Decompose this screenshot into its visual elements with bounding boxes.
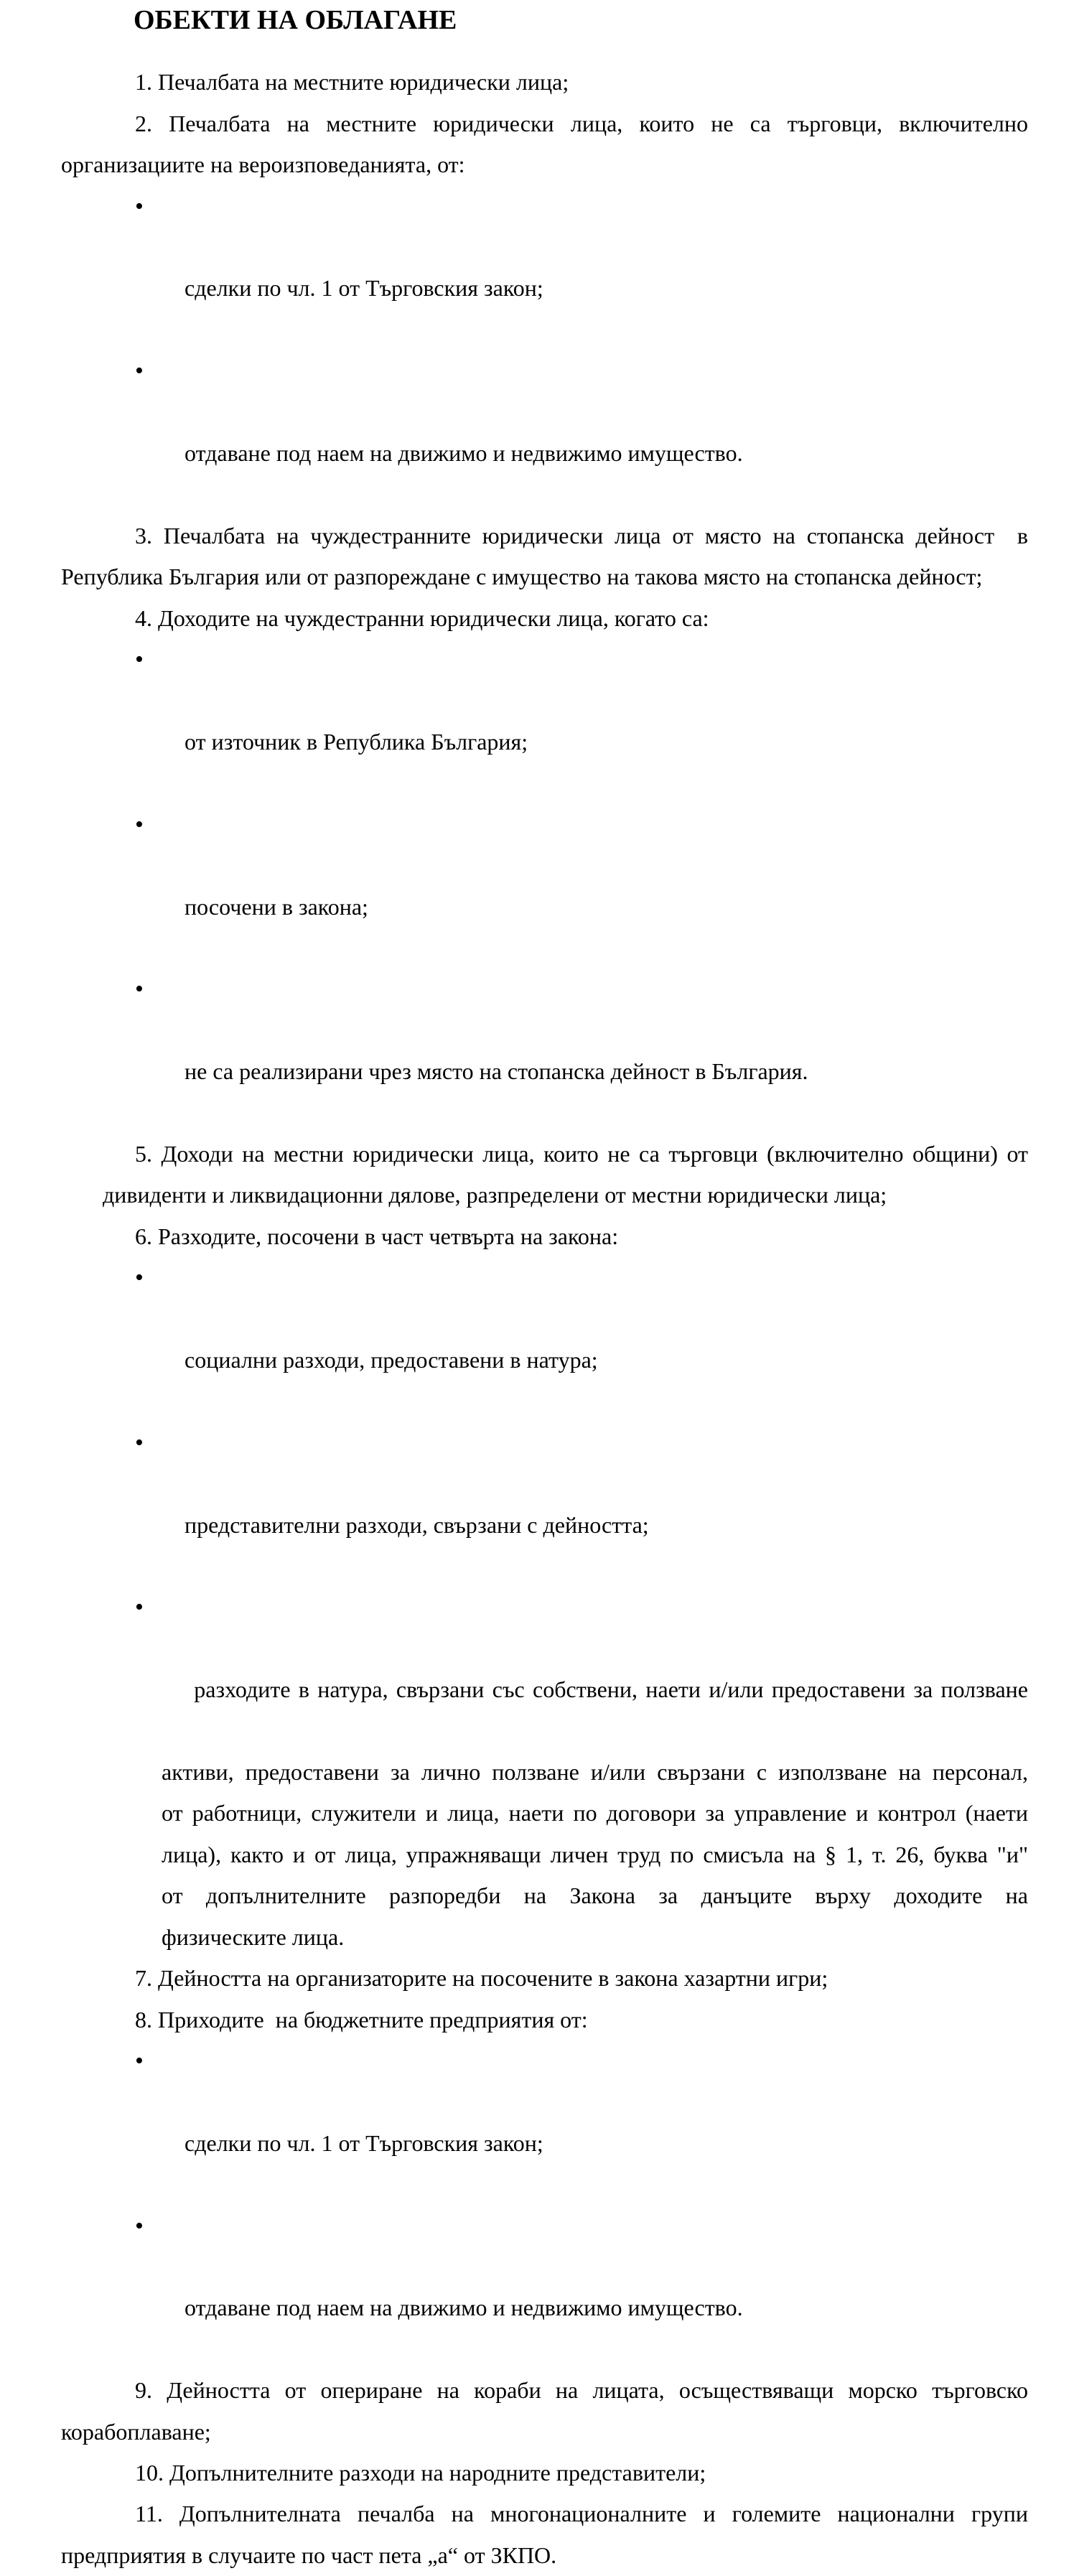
list-item-9-line-2: корабоплаване; — [61, 2418, 211, 2445]
list-item-11-line-1: 11. Допълнителната печалба на многонационалните и големите национални групи — [135, 2501, 1028, 2527]
bullet-item-text: сделки по чл. 1 от Търговския закон; — [185, 2129, 543, 2156]
bullet-item-text: социални разходи, предоставени в натура; — [185, 1347, 598, 1373]
bullet-icon: • — [135, 1594, 144, 1621]
bullet-item — [61, 969, 1028, 1134]
list-item-3-line-2: Република България или от разпореждане с имущество на такова място на стопанска дейност; — [61, 564, 983, 590]
bullet-item-continuation: от работници, служители и лица, наети по договори за управление и контрол (наети — [162, 1800, 1028, 1826]
list-item-8: 8. Приходите на бюджетните предприятия от: — [135, 2006, 588, 2033]
bullet-item — [61, 639, 1028, 804]
list-item-4: 4. Доходите на чуждестранни юридически лица, когато са: — [135, 605, 709, 631]
list-item-11-line-2: предприятия в случаите по част пета „а“ от ЗКПО. — [61, 2542, 557, 2568]
bullet-item-continuation: лица), както и от лица, упражняващи личен труд по смисъла на § 1, т. 26, буква "и" — [162, 1841, 1028, 1867]
bullet-item-text: не са реализирани чрез място на стопанска дейност в България. — [185, 1058, 808, 1085]
list-item-9-line-1: 9. Дейността от опериране на кораби на лицата, осъществяващи морско търговско — [135, 2377, 1028, 2404]
bullet-icon: • — [135, 811, 144, 838]
list-item-7: 7. Дейността на организаторите на посочените в закона хазартни игри; — [135, 1965, 828, 1992]
list-item-1: 1. Печалбата на местните юридически лица; — [135, 69, 569, 95]
list-item-10: 10. Допълнителните разходи на народните представители; — [135, 2459, 706, 2486]
bullet-item-text: сделки по чл. 1 от Търговския закон; — [185, 275, 543, 302]
bullet-icon: • — [135, 2047, 144, 2074]
bullet-icon: • — [135, 2212, 144, 2239]
bullet-icon: • — [135, 646, 144, 673]
bullet-item — [61, 804, 1028, 969]
bullet-item — [61, 1257, 1028, 1422]
bullet-item-text: отдаване под наем на движимо и недвижимо имущество. — [185, 2295, 743, 2321]
bullet-item-text: от източник в Република България; — [185, 728, 528, 755]
bullet-item-text: отдаване под наем на движимо и недвижимо имущество. — [185, 440, 743, 467]
bullet-item-continuation: физическите лица. — [162, 1923, 345, 1950]
bullet-item — [61, 2040, 1028, 2206]
list-item-5-line-2: дивиденти и ликвидационни дялове, разпределени от местни юридически лица; — [103, 1182, 887, 1208]
bullet-item — [61, 1587, 1028, 1752]
list-item-5-line-1: 5. Доходи на местни юридически лица, които не са търговци (включително общини) от — [135, 1140, 1028, 1167]
list-item-6: 6. Разходите, посочени в част четвърта на закона: — [135, 1223, 619, 1249]
bullet-icon: • — [135, 1264, 144, 1292]
bullet-icon: • — [135, 976, 144, 1003]
bullet-item — [61, 1422, 1028, 1587]
bullet-item-continuation: от допълнителните разпоредби на Закона за данъците върху доходите на — [162, 1882, 1028, 1909]
list-item-3-line-1: 3. Печалбата на чуждестранните юридически лица от място на стопанска дейност в — [135, 522, 1028, 549]
bullet-item — [61, 350, 1028, 515]
bullet-item-continuation: активи, предоставени за лично ползване и/или свързани с използване на персонал, — [162, 1759, 1028, 1786]
bullet-icon: • — [135, 1429, 144, 1456]
bullet-item-text: разходите в натура, свързани със собствени, наети и/или предоставени за ползване — [194, 1676, 1029, 1703]
bullet-icon: • — [135, 192, 144, 220]
bullet-icon: • — [135, 358, 144, 385]
bullet-item — [61, 186, 1028, 351]
list-item-2-line-1: 2. Печалбата на местните юридически лица, които не са търговци, включително — [135, 110, 1028, 136]
bullet-item-text: посочени в закона; — [185, 893, 368, 920]
bullet-item — [61, 2206, 1028, 2371]
bullet-item-text: представителни разходи, свързани с дейността; — [185, 1511, 649, 1538]
list-item-2-line-2: организациите на вероизповеданията, от: — [61, 151, 465, 178]
page-title: ОБЕКТИ НА ОБЛАГАНЕ — [134, 5, 457, 35]
